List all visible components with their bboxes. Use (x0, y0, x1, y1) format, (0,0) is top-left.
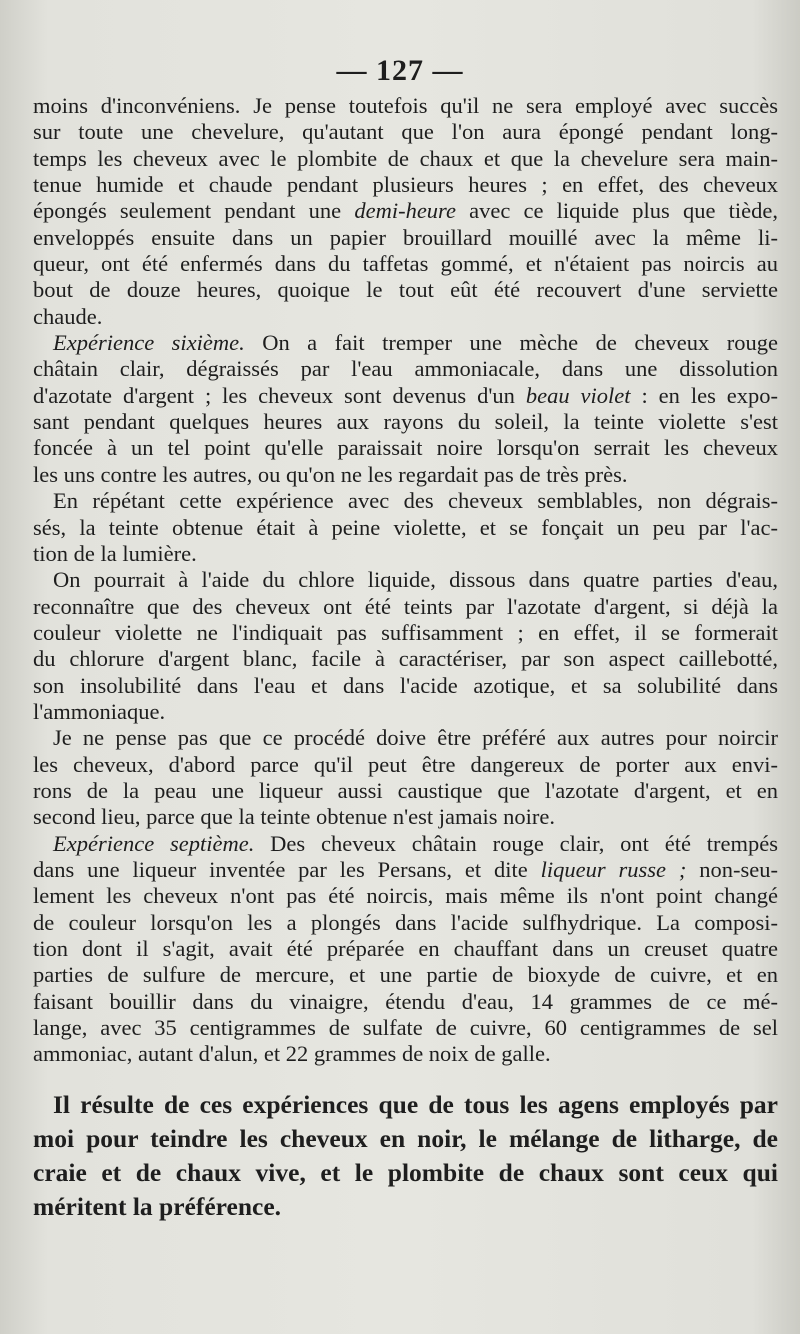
text-segment: non-seu- (686, 856, 778, 882)
italic-term: liqueur russe ; (540, 856, 687, 882)
text-line: tion dont il s'agit, avait été préparée en chauffant dans un creuset quatre (33, 936, 778, 961)
italic-term: beau violet (525, 382, 631, 408)
text-line: tenue humide et chaude pendant plusieurs heures ; en effet, des cheveux (33, 172, 778, 198)
text-segment: On a fait tremper une mèche de cheveux rouge (244, 330, 778, 356)
text-line: l'ammoniaque. (33, 698, 166, 724)
text-segment: épongés seulement pendant une (33, 198, 355, 224)
paragraph (33, 330, 778, 488)
text-segment: dans une liqueur inventée par les Persans, et dite (33, 856, 541, 882)
text-segment: : en les expo- (630, 382, 778, 408)
page-number: — 127 — (336, 54, 464, 87)
text-line: lange, avec 35 centigrammes de sulfate de cuivre, 60 centigrammes de sel (33, 1015, 778, 1041)
conclusion (33, 1088, 778, 1224)
paragraph (33, 567, 778, 725)
text-line (33, 857, 778, 883)
text-line: parties de sulfure de mercure, et une partie de bioxyde de cuivre, et en (33, 962, 778, 988)
text-line: sur toute une chevelure, qu'autant que l'on aura épongé pendant long- (33, 119, 778, 145)
text-line: En répétant cette expérience avec des cheveux semblables, non dégrais- (53, 488, 778, 514)
text-line: les cheveux, d'abord parce qu'il peut être dangereux de porter aux envi- (33, 751, 778, 777)
text-line: reconnaître que des cheveux ont été teints par l'azotate d'argent, si déjà la (33, 593, 778, 619)
text-line: sés, la teinte obtenue était à peine violette, et se fonçait un peu par l'ac- (33, 514, 778, 540)
text-line: second lieu, parce que la teinte obtenue n'est jamais noire. (33, 804, 555, 830)
text-line: queur, ont été enfermés dans du taffetas gommé, et n'étaient pas noircis au (33, 251, 778, 277)
text-line: sant pendant quelques heures aux rayons du soleil, la teinte violette s'est (33, 409, 778, 435)
text-line (33, 198, 778, 224)
paragraph (33, 488, 778, 567)
spacer (33, 1068, 778, 1088)
text-line: bout de douze heures, quoique le tout eût été recouvert d'une serviette (33, 277, 778, 303)
conclusion-line: méritent la préférence. (33, 1191, 282, 1221)
body-text (33, 93, 778, 1224)
conclusion-line: Il résulte de ces expériences que de tous les agens employés par (53, 1089, 778, 1119)
text-segment: avec ce liquide plus que tiède, (455, 198, 778, 224)
text-line: enveloppés ensuite dans un papier brouillard mouillé avec la même li- (33, 224, 778, 250)
text-line: chaude. (33, 303, 103, 329)
text-line: tion de la lumière. (33, 540, 197, 566)
paragraph (33, 93, 778, 330)
text-line: châtain clair, dégraissés par l'eau ammoniacale, dans une dissolution (33, 356, 778, 382)
paragraph (33, 725, 778, 830)
italic-term: demi-heure (354, 198, 456, 224)
text-line: ammoniac, autant d'alun, et 22 grammes de noix de galle. (33, 1041, 551, 1067)
text-line (33, 330, 778, 356)
text-line: faisant bouillir dans du vinaigre, étendu d'eau, 14 grammes de ce mé- (33, 988, 778, 1014)
text-line: foncée à un tel point qu'elle paraissait noire lorsqu'on serrait les cheveux (33, 435, 778, 461)
conclusion-line: craie et de chaux vive, et le plombite de chaux sont ceux qui (33, 1157, 778, 1187)
text-line: temps les cheveux avec le plombite de chaux et que la chevelure sera main- (33, 145, 778, 171)
text-line (33, 831, 778, 857)
text-line (33, 383, 778, 409)
text-line: son insolubilité dans l'eau et dans l'acide azotique, et sa solubilité dans (33, 672, 778, 698)
experiment-heading: Expérience septième. (53, 830, 255, 856)
text-line: du chlorure d'argent blanc, facile à caractériser, par son aspect caillebotté, (33, 646, 778, 672)
text-line: couleur violette ne l'indiquait pas suffisamment ; en effet, il se formerait (33, 619, 778, 645)
text-line: lement les cheveux n'ont pas été noircis, mais même ils n'ont point changé (33, 883, 778, 909)
conclusion-line: moi pour teindre les cheveux en noir, le mélange de litharge, de (33, 1123, 778, 1153)
text-line: les uns contre les autres, ou qu'on ne les regardait pas de très près. (33, 461, 628, 487)
text-segment: d'azotate d'argent ; les cheveux sont devenus d'un (33, 382, 526, 408)
text-line: de couleur lorsqu'on les a plongés dans l'acide sulfhydrique. La composi- (33, 909, 778, 935)
experiment-heading: Expérience sixième. (53, 330, 245, 356)
text-line: rons de la peau une liqueur aussi caustique que l'azotate d'argent, et en (33, 777, 778, 803)
text-line: On pourrait à l'aide du chlore liquide, dissous dans quatre parties d'eau, (53, 567, 778, 593)
text-line: Je ne pense pas que ce procédé doive être préféré aux autres pour noircir (53, 725, 778, 751)
text-line: moins d'inconvéniens. Je pense toutefois qu'il ne sera employé avec succès (33, 93, 778, 118)
text-segment: Des cheveux châtain rouge clair, ont été trempés (254, 830, 778, 856)
paragraph (33, 831, 778, 1068)
